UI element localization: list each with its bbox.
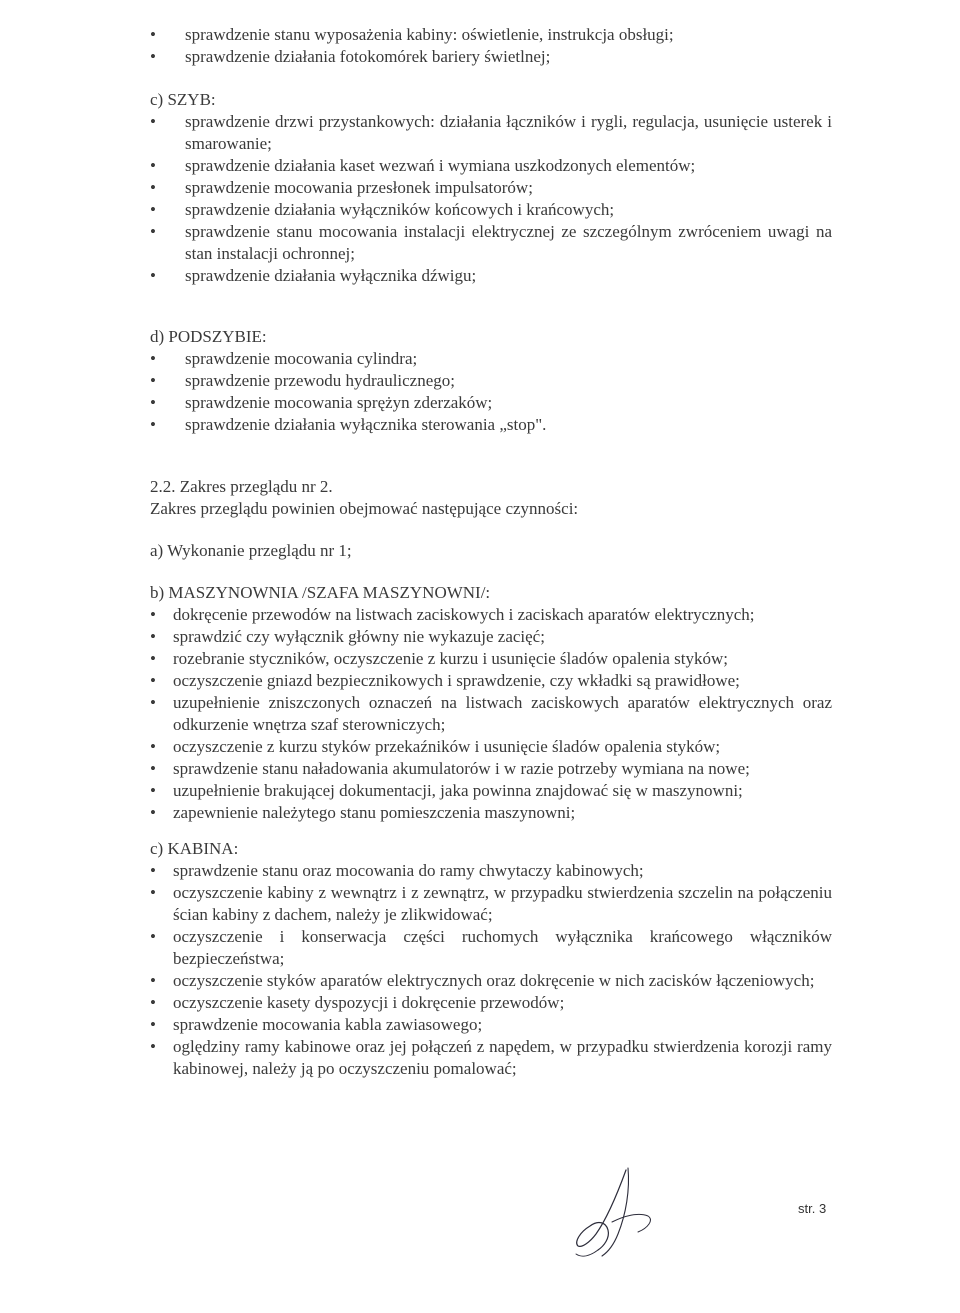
- list-item: • sprawdzenie działania wyłącznika dźwigu;: [150, 265, 832, 287]
- list-item: • oczyszczenie z kurzu styków przekaźników i usunięcie śladów opalenia styków;: [150, 736, 832, 758]
- list-item: • oczyszczenie kabiny z wewnątrz i z zewnątrz, w przypadku stwierdzenia szczelin na połączeniu ścian kabiny z dachem, należy je zlikwidować;: [150, 882, 832, 926]
- list-item: • oględziny ramy kabinowe oraz jej połączeń z napędem, w przypadku stwierdzenia korozji ramy kabinowej, należy ją po oczyszczeniu pomalować;: [150, 1036, 832, 1080]
- handwritten-signature: [568, 1162, 658, 1262]
- list-item: • oczyszczenie i konserwacja części ruchomych wyłącznika krańcowego włączników bezpieczeństwa;: [150, 926, 832, 970]
- list-item: • sprawdzenie działania kaset wezwań i wymiana uszkodzonych elementów;: [150, 155, 832, 177]
- section-a-text: a) Wykonanie przeglądu nr 1;: [150, 541, 352, 560]
- section-heading-kabina: c) KABINA:: [150, 839, 239, 858]
- section-title-2-2: 2.2. Zakres przeglądu nr 2.: [150, 477, 333, 496]
- list-item: • oczyszczenie kasety dyspozycji i dokręcenie przewodów;: [150, 992, 832, 1014]
- list-item: • sprawdzenie działania fotokomórek bariery świetlnej;: [150, 46, 832, 68]
- list-item: • uzupełnienie brakującej dokumentacji, jaka powinna znajdować się w maszynowni;: [150, 780, 832, 802]
- list-item: • sprawdzenie mocowania kabla zawiasowego;: [150, 1014, 832, 1036]
- list-item: • sprawdzenie mocowania sprężyn zderzaków;: [150, 392, 832, 414]
- section-heading-podszybie: d) PODSZYBIE:: [150, 327, 267, 346]
- list-item: • sprawdzić czy wyłącznik główny nie wykazuje zacięć;: [150, 626, 832, 648]
- section-heading-maszynownia: b) MASZYNOWNIA /SZAFA MASZYNOWNI/:: [150, 583, 491, 602]
- list-item: • dokręcenie przewodów na listwach zaciskowych i zaciskach aparatów elektrycznych;: [150, 604, 832, 626]
- section-szyb: [150, 89, 832, 287]
- list-item: • sprawdzenie stanu mocowania instalacji elektrycznej ze szczególnym zwróceniem uwagi na stan instalacji ochronnej;: [150, 221, 832, 265]
- list-item: • sprawdzenie przewodu hydraulicznego;: [150, 370, 832, 392]
- section-a: [150, 540, 832, 562]
- list-item: • sprawdzenie działania wyłączników końcowych i krańcowych;: [150, 199, 832, 221]
- list-item: • sprawdzenie działania wyłącznika sterowania „stop".: [150, 414, 832, 436]
- section-kabina: [150, 838, 832, 1080]
- podszybie-bullet-list: [150, 348, 832, 436]
- section-2-2: [150, 476, 832, 520]
- list-item: • uzupełnienie zniszczonych oznaczeń na listwach zaciskowych aparatów elektrycznych oraz odkurzenie wnętrza szaf sterowniczych;: [150, 692, 832, 736]
- list-item: • sprawdzenie stanu oraz mocowania do ramy chwytaczy kabinowych;: [150, 860, 832, 882]
- maszynownia-bullet-list: [150, 604, 832, 824]
- list-item: • oczyszczenie styków aparatów elektrycznych oraz dokręcenie w nich zacisków łączeniowych;: [150, 970, 832, 992]
- list-item: • rozebranie styczników, oczyszczenie z kurzu i usunięcie śladów opalenia styków;: [150, 648, 832, 670]
- list-item: • sprawdzenie drzwi przystankowych: działania łączników i rygli, regulacja, usunięcie usterek i smarowanie;: [150, 111, 832, 155]
- section-podszybie: [150, 326, 832, 436]
- page-number: str. 3: [798, 1201, 827, 1216]
- section-intro-2-2: Zakres przeglądu powinien obejmować następujące czynności:: [150, 499, 579, 518]
- list-item: • sprawdzenie mocowania cylindra;: [150, 348, 832, 370]
- list-item: • sprawdzenie stanu wyposażenia kabiny: oświetlenie, instrukcja obsługi;: [150, 24, 832, 46]
- list-item: • zapewnienie należytego stanu pomieszczenia maszynowni;: [150, 802, 832, 824]
- section-heading-szyb: c) SZYB:: [150, 90, 216, 109]
- top-continuation-section: [150, 24, 832, 68]
- kabina-bullet-list: [150, 860, 832, 1080]
- list-item: • sprawdzenie mocowania przesłonek impulsatorów;: [150, 177, 832, 199]
- szyb-bullet-list: [150, 111, 832, 287]
- section-maszynownia: [150, 582, 832, 824]
- list-item: • sprawdzenie stanu naładowania akumulatorów i w razie potrzeby wymiana na nowe;: [150, 758, 832, 780]
- list-item: • oczyszczenie gniazd bezpiecznikowych i sprawdzenie, czy wkładki są prawidłowe;: [150, 670, 832, 692]
- top-bullet-list: [150, 24, 832, 68]
